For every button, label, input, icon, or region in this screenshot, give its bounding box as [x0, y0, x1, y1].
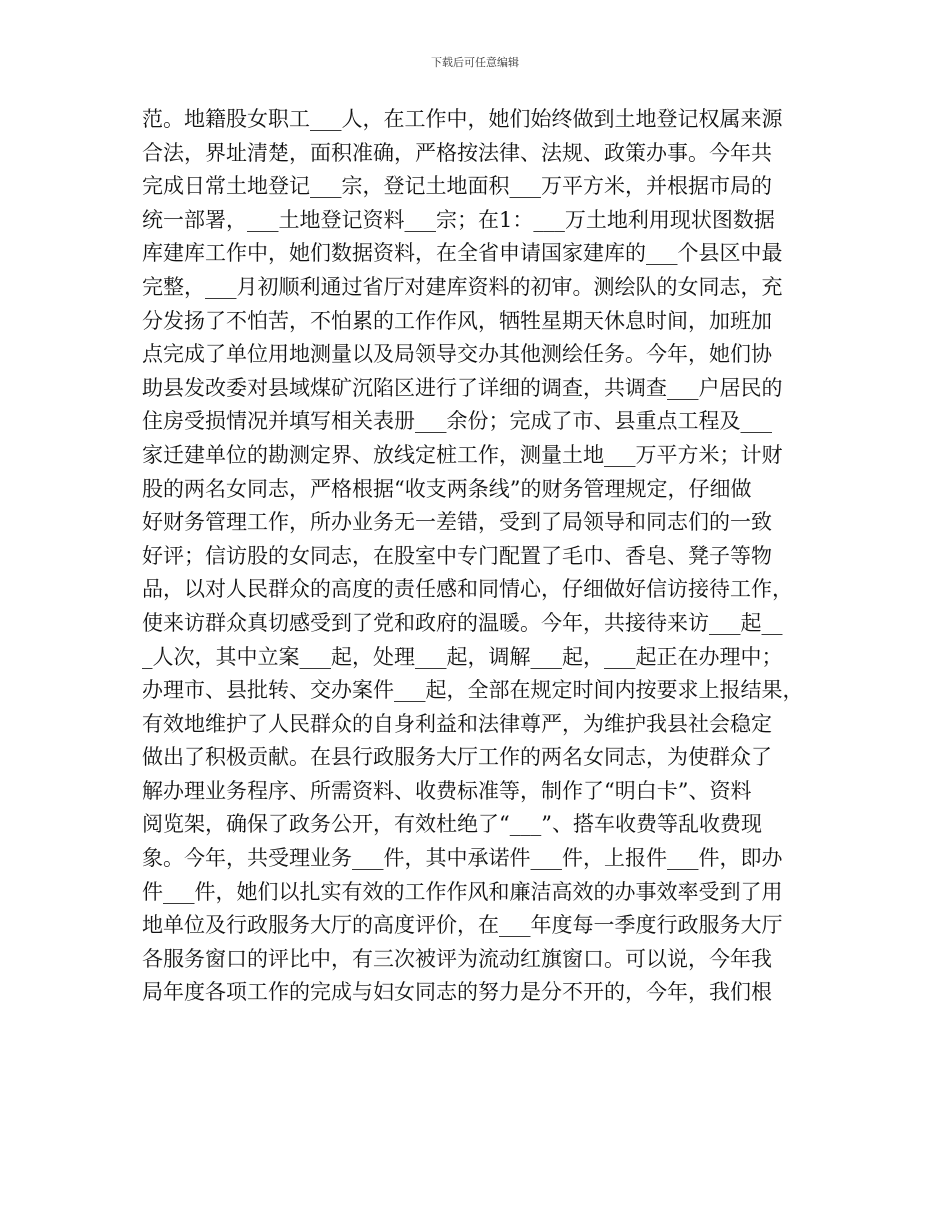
- text-line: 库建库工作中，她们数据资料，在全省申请国家建库的___个县区中最: [142, 241, 783, 266]
- text-line: 阅览架，确保了政务公开，有效杜绝了“___”、搭车收费等乱收费现: [142, 812, 762, 837]
- text-line: 范。地籍股女职工___人，在工作中，她们始终做到土地登记权属来源: [142, 107, 783, 131]
- text-line: 好财务管理工作，所办业务无一差错，受到了局领导和同志们的一致: [142, 510, 772, 535]
- text-line: 分发扬了不怕苦，不怕累的工作作风，牺牲星期天休息时间，加班加: [142, 308, 772, 333]
- body-text: [142, 103, 832, 1010]
- text-line: 住房受损情况并填写相关表册___余份；完成了市、县重点工程及___: [142, 409, 772, 434]
- text-line: 解办理业务程序、所需资料、收费标准等，制作了“明白卡”、资料: [142, 778, 752, 803]
- text-line: 有效地维护了人民群众的自身利益和法律尊严，为维护我县社会稳定: [142, 711, 772, 736]
- text-line: 股的两名女同志，严格根据“收支两条线”的财务管理规定，仔细做: [142, 476, 752, 501]
- text-line: 合法，界址清楚，面积准确，严格按法律、法规、政策办事。今年共: [142, 140, 772, 165]
- text-line: 点完成了单位用地测量以及局领导交办其他测绘任务。今年，她们协: [142, 342, 772, 367]
- text-line: 地单位及行政服务大厅的高度评价，在___年度每一季度行政服务大厅: [142, 913, 783, 938]
- text-line: _人次，其中立案___起，处理___起，调解___起，___起正在办理中；: [142, 644, 783, 669]
- text-line: 完成日常土地登记___宗，登记土地面积___万平方米，并根据市局的: [142, 174, 772, 199]
- text-line: 使来访群众真切感受到了党和政府的温暖。今年，共接待来访___起__: [142, 610, 783, 635]
- text-line: 象。今年，共受理业务___件，其中承诺件___件，上报件___件，即办: [142, 846, 783, 871]
- text-line: 统一部署，___土地登记资料___宗；在1：___万土地利用现状图数据: [142, 207, 775, 232]
- text-line: 局年度各项工作的完成与妇女同志的努力是分不开的，今年，我们根: [142, 980, 772, 1005]
- text-line: 助县发改委对县域煤矿沉陷区进行了详细的调查，共调查___户居民的: [142, 375, 783, 400]
- text-line: 办理市、县批转、交办案件___起，全部在规定时间内按要求上报结果，: [142, 678, 804, 703]
- text-line: 好评；信访股的女同志，在股室中专门配置了毛巾、香皂、凳子等物: [142, 543, 772, 568]
- page-header: 下载后可任意编辑: [431, 56, 519, 69]
- text-line: 各服务窗口的评比中，有三次被评为流动红旗窗口。可以说，今年我: [142, 946, 772, 971]
- text-line: 完整，___月初顺利通过省厅对建库资料的初审。测绘队的女同志，充: [142, 274, 783, 299]
- text-line: 家迁建单位的勘测定界、放线定桩工作，测量土地___万平方米；计财: [142, 442, 783, 467]
- text-line: 品，以对人民群众的高度的责任感和同情心，仔细做好信访接待工作，: [142, 577, 793, 602]
- text-line: 件___件，她们以扎实有效的工作作风和廉洁高效的办事效率受到了用: [142, 879, 783, 904]
- text-line: 做出了积极贡献。在县行政服务大厅工作的两名女同志，为使群众了: [142, 745, 772, 770]
